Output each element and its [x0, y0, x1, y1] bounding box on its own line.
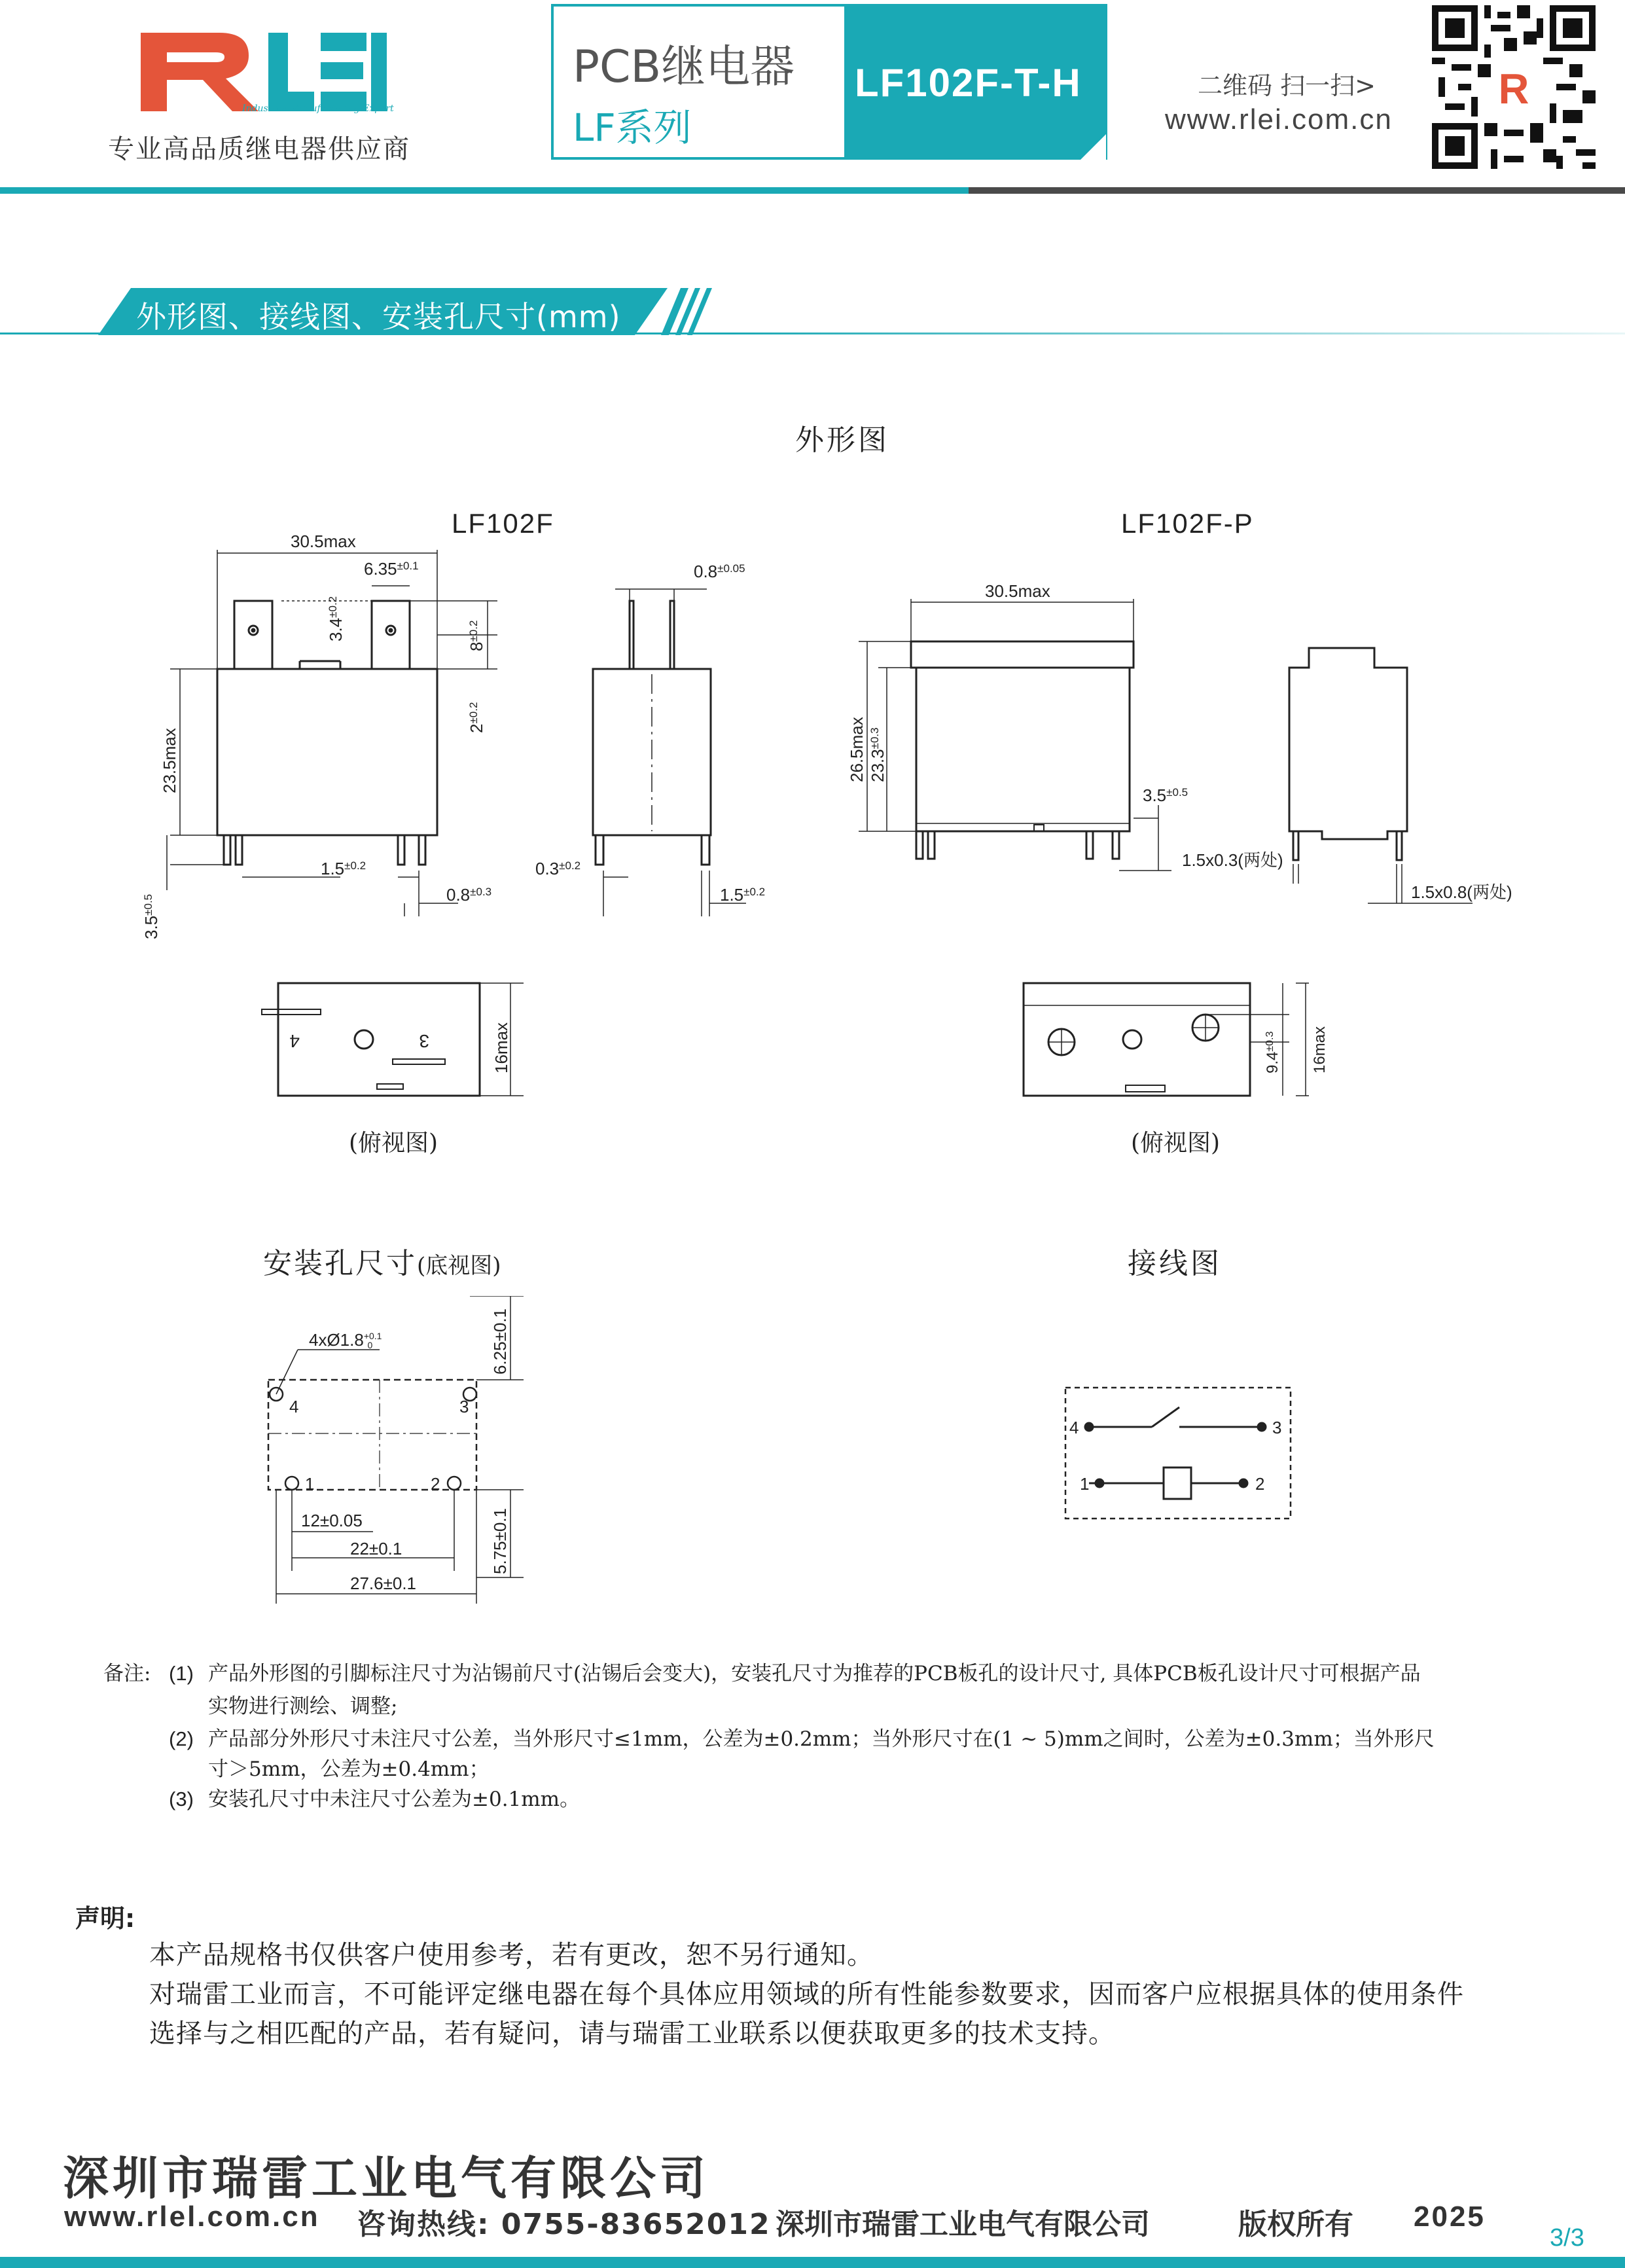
hole-3-label: 3 [459, 1397, 469, 1416]
coil-symbol [1164, 1467, 1191, 1499]
tagline: 专业高品质继电器供应商 [108, 134, 410, 164]
note-2-num: (2) [169, 1727, 194, 1750]
section-title: 外形图、接线图、安装孔尺寸(mm) [136, 299, 621, 334]
statement-line-2: 对瑞雷工业而言，不可能评定继电器在每个具体应用领域的所有性能参数要求，因而客户应根据具体的使用条件 [149, 1979, 1464, 2009]
dim-two: $2^{\pm 0.2}$ [467, 702, 486, 733]
svg-text:R: R [1498, 65, 1529, 113]
logo-r-shape [141, 33, 259, 111]
dim-height: 23.5max [160, 728, 179, 793]
pin-3-label: 3 [419, 1031, 429, 1051]
note-3-num: (3) [169, 1788, 194, 1810]
dim-eight: $8^{\pm 0.2}$ [467, 620, 486, 651]
lf102f-p-top-view-label: (俯视图) [1131, 1130, 1221, 1157]
statement-line-3: 选择与之相匹配的产品，若有疑问，请与瑞雷工业联系以便获取更多的技术支持。 [149, 2019, 1115, 2049]
dim-width: 30.5max [291, 531, 356, 551]
dim-tab-h: $3.4^{\pm 0.2}$ [326, 596, 346, 641]
dim-6-25: 6.25±0.1 [490, 1308, 510, 1375]
p-dim-body-h: $23.3^{\pm 0.3}$ [868, 727, 887, 782]
note-1-line-b: 实物进行测绘、调整; [208, 1695, 398, 1718]
statement-line-1: 本产品规格书仅供客户使用参考，若有更改，恕不另行通知。 [149, 1940, 874, 1970]
lf102f-p-front-body [911, 641, 1134, 668]
section-bar-stripes [661, 288, 720, 335]
qr-code[interactable] [1432, 5, 1596, 169]
p-dim-width: 30.5max [985, 581, 1050, 601]
lf102f-outline-drawing [131, 524, 818, 956]
hole-4-label: 4 [289, 1397, 299, 1416]
dim-22: 22±0.1 [350, 1539, 402, 1558]
hole-1-label: 1 [305, 1474, 315, 1494]
series-name: LF系列 [573, 105, 692, 150]
wire-pin-2: 2 [1255, 1474, 1265, 1494]
notes-label: 备注: [103, 1662, 151, 1685]
lf102f-p-top-view [1014, 969, 1342, 1106]
hole-2 [448, 1477, 461, 1490]
dim-pin-pitch: $1.5^{\pm 0.2}$ [321, 859, 366, 878]
dim-tab-width: $6.35^{\pm 0.1}$ [364, 559, 419, 579]
lf102f-top-view-label: (俯视图) [349, 1130, 438, 1157]
footer-company-2: 深圳市瑞雷工业电气有限公司 [776, 2208, 1150, 2241]
note-3-line-a: 安装孔尺寸中未注尺寸公差为±0.1mm。 [208, 1788, 580, 1811]
lf102f-top-view [249, 969, 550, 1106]
hole-2-label: 2 [431, 1474, 440, 1494]
lf102f-p-outline-drawing [818, 550, 1538, 923]
wire-pin-1: 1 [1080, 1474, 1090, 1494]
p-dim-pin-b: 1.5x0.8(两处) [1411, 882, 1512, 902]
footer-rule [0, 2257, 1625, 2268]
lf102f-label: LF102F [452, 508, 554, 539]
mounting-title-main: 安装孔尺寸 [263, 1247, 417, 1280]
logo-e-shape [321, 33, 366, 51]
model-number: LF102F-T-H [855, 61, 1082, 105]
p-dim-pin-len: $3.5^{\pm 0.5}$ [1143, 785, 1188, 805]
footer-company: 深圳市瑞雷工业电气有限公司 [63, 2151, 709, 2205]
dim-27-6: 27.6±0.1 [350, 1574, 417, 1593]
dim-side-pin: $0.8^{\pm 0.05}$ [694, 562, 745, 581]
page-header [0, 0, 1625, 196]
pin-4-label: 4 [289, 1031, 300, 1051]
mounting-title [263, 1240, 501, 1282]
p-dim-pin-a: 1.5x0.3(两处) [1182, 850, 1283, 870]
lf102f-p-side-body [1289, 648, 1407, 839]
dim-pin-w: $0.8^{\pm 0.3}$ [446, 885, 492, 905]
product-type: PCB继电器 [573, 41, 795, 93]
hole-spec: $4xØ1.8^{+0.1}$ 0 [309, 1330, 382, 1350]
note-1-num: (1) [169, 1662, 194, 1685]
p-top-a: $9.4^{\pm 0.3}$ [1264, 1031, 1281, 1073]
top-depth: 16max [491, 1022, 511, 1073]
lf102f-front-body [217, 669, 437, 835]
footer-hotline: 咨询热线: 0755-83652012 [357, 2208, 771, 2241]
footer-year: 2025 [1414, 2201, 1486, 2233]
wire-pin-4: 4 [1069, 1418, 1079, 1437]
mounting-outline [268, 1380, 476, 1490]
note-1-line-a: 产品外形图的引脚标注尺寸为沾锡前尺寸(沾锡后会变大)，安装孔尺寸为推荐的PCB板孔的设计尺寸, 具体PCB板孔设计尺寸可根据产品 [208, 1662, 1421, 1685]
mounting-title-sub: (底视图) [417, 1253, 501, 1279]
dim-12: 12±0.05 [301, 1511, 363, 1530]
note-2-line-b: 寸＞5mm，公差为±0.4mm； [208, 1757, 490, 1781]
dim-pin-len: $3.5^{\pm 0.5}$ [141, 893, 161, 939]
dim-side-a: $0.3^{\pm 0.2}$ [535, 859, 581, 878]
dim-5-75: 5.75±0.1 [490, 1507, 510, 1574]
wire-pin-3: 3 [1272, 1418, 1282, 1437]
p-dim-height: 26.5max [847, 717, 866, 782]
footer-rights: 版权所有 [1238, 2208, 1353, 2241]
p-top-depth: 16max [1311, 1026, 1329, 1073]
hole-1 [285, 1477, 298, 1490]
lf102f-p-label: LF102F-P [1121, 508, 1254, 539]
wiring-title: 接线图 [1128, 1247, 1222, 1280]
header-rule-accent [969, 187, 1625, 194]
logo-subtext: Industrial Manufacturing Expert [242, 103, 394, 114]
mounting-hole-drawing [249, 1296, 576, 1617]
footer-website[interactable]: www.rlel.com.cn [64, 2201, 320, 2233]
outline-title: 外形图 [795, 423, 889, 457]
page-number: 3/3 [1550, 2224, 1584, 2252]
wiring-diagram [1054, 1381, 1302, 1525]
statement-label: 声明: [75, 1904, 135, 1933]
logo-i-shape [371, 33, 387, 111]
qr-prompt: 二维码 扫一扫> [1198, 71, 1376, 100]
dim-side-b: $1.5^{\pm 0.2}$ [720, 885, 766, 905]
header-website: www.rlei.com.cn [1165, 103, 1393, 135]
note-2-line-a: 产品部分外形尺寸未注尺寸公差，当外形尺寸≤1mm，公差为±0.2mm；当外形尺寸在(1 ~ 5)mm之间时，公差为±0.3mm；当外形尺 [208, 1727, 1435, 1751]
